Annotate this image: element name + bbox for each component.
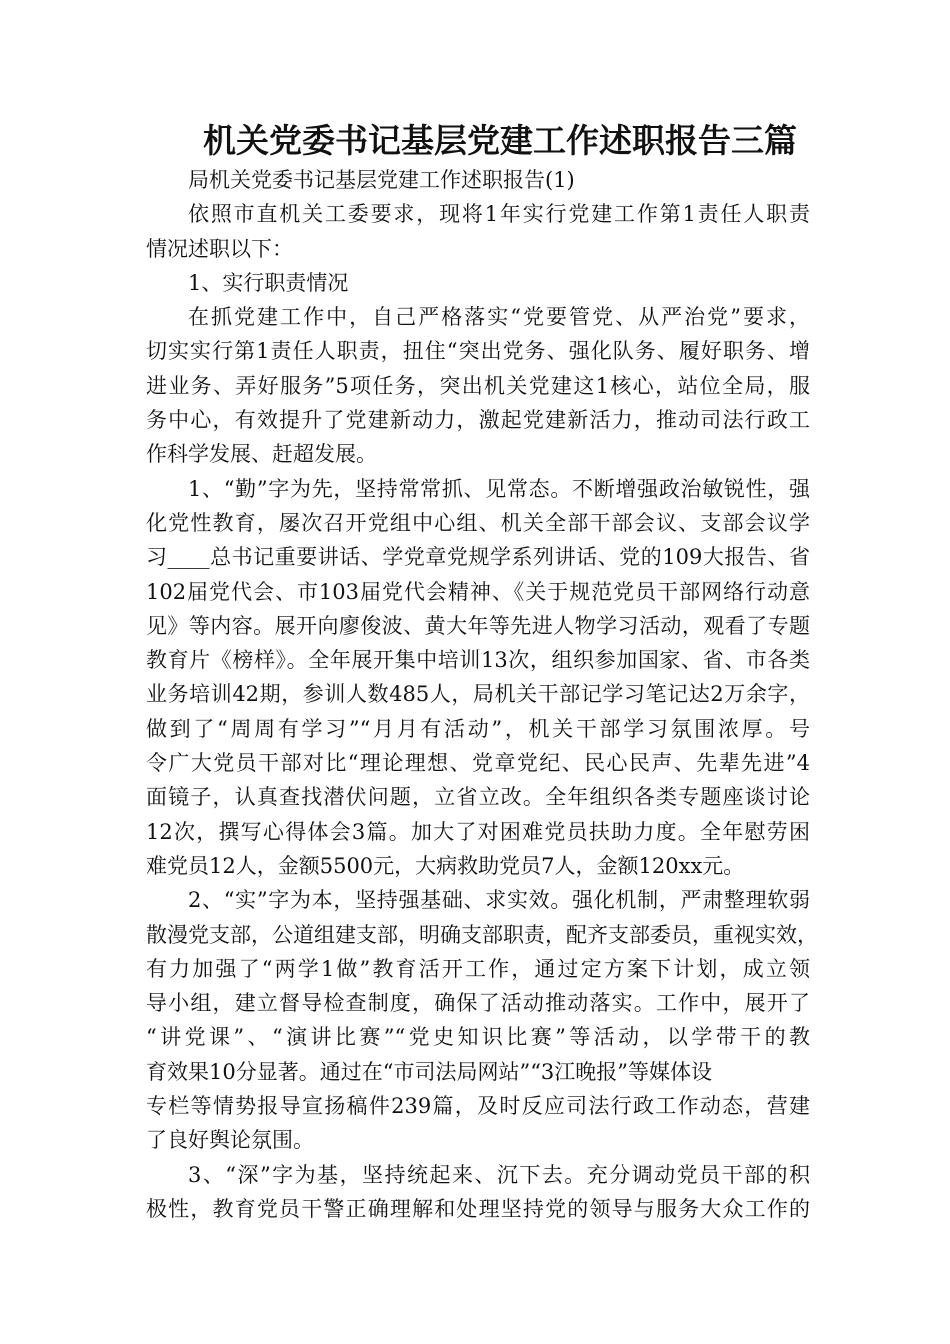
paragraph-line: 在抓党建工作中，自己严格落实“党要管党、从严治党”要求， (188, 305, 810, 330)
paragraph-line: 务中心，有效提升了党建新动力，激起党建新活力，推动司法行政工 (146, 408, 810, 433)
paragraph-line: 3、“深”字为基，坚持统起来、沉下去。充分调动党员干部的积 (188, 1162, 810, 1187)
paragraph-line: 做到了“周周有学习”“月月有活动”，机关干部学习氛围浓厚。号 (146, 716, 810, 741)
paragraph-line: 业务培训42期，参训人数485人，局机关干部记学习笔记达2万余字， (146, 682, 810, 707)
paragraph-line: 面镜子，认真查找潜伏问题，立省立改。全年组织各类专题座谈讨论 (146, 785, 810, 810)
paragraph-line: 令广大党员干部对比“理论理想、党章党纪、民心民声、先辈先进”4 (146, 751, 810, 776)
paragraph-line: 了良好舆论氛围。 (146, 1128, 314, 1153)
paragraph-line: 12次，撰写心得体会3篇。加大了对困难党员扶助力度。全年慰劳困 (146, 819, 810, 844)
paragraph-line: 导小组，建立督导检查制度，确保了活动推动落实。工作中，展开了 (146, 991, 810, 1016)
paragraph-line: 2、“实”字为本，坚持强基础、求实效。强化机制，严肃整理软弱 (188, 888, 810, 913)
document-title: 机关党委书记基层党建工作述职报告三篇 (203, 121, 797, 160)
paragraph-line: 1、实行职责情况 (188, 270, 349, 295)
paragraph-line: 有力加强了“两学1做”教育活开工作，通过定方案下计划，成立领 (146, 956, 810, 981)
document-body (146, 163, 818, 1226)
paragraph-line: 依照市直机关工委要求，现将1年实行党建工作第1责任人职责 (188, 202, 810, 227)
paragraph-line: 见》等内容。展开向廖俊波、黄大年等先进人物学习活动，观看了专题 (146, 613, 810, 638)
paragraph-line: “讲党课”、“演讲比赛”“党史知识比赛”等活动，以学带干的教 (146, 1025, 810, 1050)
paragraph-line: 散漫党支部，公道组建支部，明确支部职责，配齐支部委员，重视实效， (146, 922, 818, 947)
paragraph-line: 作科学发展、赶超发展。 (146, 442, 377, 467)
paragraph-line: 1、“勤”字为先，坚持常常抓、见常态。不断增强政治敏锐性，强 (188, 476, 810, 501)
paragraph-line: 教育片《榜样》。全年展开集中培训13次，组织参加国家、省、市各类 (146, 648, 810, 673)
paragraph-line: 育效果10分显著。通过在“市司法局网站”“3江晚报”等媒体设 (146, 1059, 713, 1084)
paragraph-line: 习____总书记重要讲话、学党章党规学系列讲话、党的109大报告、省 (146, 545, 810, 570)
paragraph-line: 化党性教育，屡次召开党组中心组、机关全部干部会议、支部会议学 (146, 510, 810, 535)
paragraph-line: 难党员12人，金额5500元，大病救助党员7人，金额120xx元。 (146, 853, 745, 878)
paragraph-line: 专栏等情势报导宣扬稿件239篇，及时反应司法行政工作动态，营建 (146, 1094, 810, 1119)
paragraph-line: 进业务、弄好服务”5项任务，突出机关党建这1核心，站位全局，服 (146, 373, 810, 398)
paragraph-line: 局机关党委书记基层党建工作述职报告(1) (188, 168, 575, 192)
paragraph-line: 切实实行第1责任人职责，扭住“突出党务、强化队务、履好职务、增 (146, 339, 810, 364)
paragraph-line: 情况述职以下： (146, 236, 293, 261)
paragraph-line: 102届党代会、市103届党代会精神、《关于规范党员干部网络行动意 (146, 579, 810, 604)
paragraph-line: 极性，教育党员干警正确理解和处理坚持党的领导与服务大众工作的 (146, 1196, 810, 1221)
